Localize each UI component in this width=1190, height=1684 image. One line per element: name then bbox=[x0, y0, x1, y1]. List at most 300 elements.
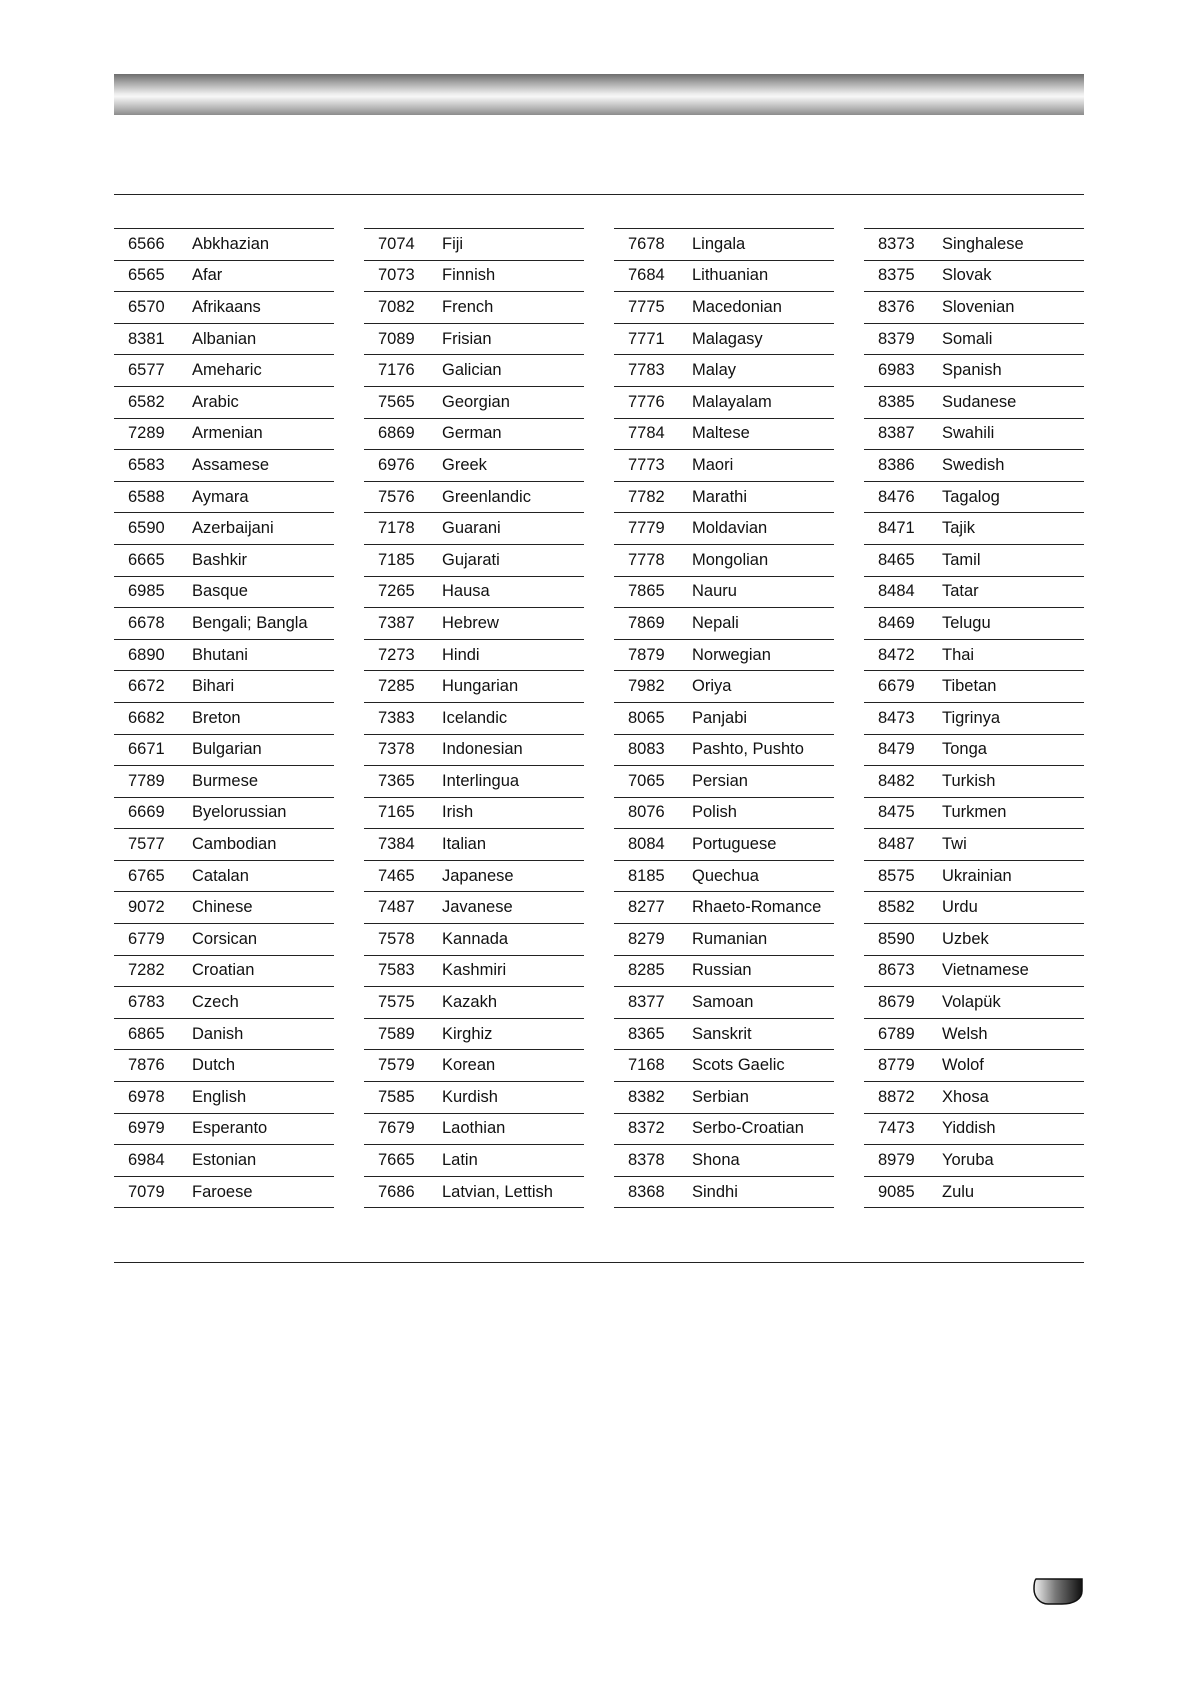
table-row bbox=[114, 956, 334, 988]
language-name: Indonesian bbox=[442, 740, 523, 759]
language-name: Kazakh bbox=[442, 993, 498, 1012]
language-name: Tajik bbox=[942, 519, 976, 538]
table-row bbox=[864, 387, 1084, 419]
language-name: Croatian bbox=[192, 961, 255, 980]
table-row bbox=[864, 261, 1084, 293]
language-code: 6779 bbox=[128, 929, 165, 948]
language-name: Lithuanian bbox=[692, 266, 769, 285]
language-code: 8679 bbox=[878, 993, 915, 1012]
language-name: Xhosa bbox=[942, 1087, 989, 1106]
table-row bbox=[364, 671, 584, 703]
language-name: Yoruba bbox=[942, 1151, 994, 1170]
table-row bbox=[864, 766, 1084, 798]
language-name: Lingala bbox=[692, 234, 746, 253]
language-code: 7784 bbox=[628, 424, 665, 443]
language-name: Interlingua bbox=[442, 771, 520, 790]
language-code: 6765 bbox=[128, 866, 165, 885]
table-row bbox=[114, 987, 334, 1019]
language-code: 8590 bbox=[878, 929, 915, 948]
language-code: 6583 bbox=[128, 455, 165, 474]
language-code: 7089 bbox=[378, 329, 415, 348]
table-row bbox=[864, 671, 1084, 703]
language-name: Chinese bbox=[192, 898, 253, 917]
language-code: 6783 bbox=[128, 993, 165, 1012]
language-name: Kannada bbox=[442, 929, 509, 948]
table-column-4 bbox=[864, 228, 1084, 1208]
language-code: 8575 bbox=[878, 866, 915, 885]
language-code: 6789 bbox=[878, 1024, 915, 1043]
language-name: Singhalese bbox=[942, 234, 1024, 253]
language-code: 6682 bbox=[128, 708, 165, 727]
table-row bbox=[614, 1050, 834, 1082]
table-row bbox=[364, 861, 584, 893]
language-code: 8582 bbox=[878, 898, 915, 917]
table-row bbox=[614, 1177, 834, 1209]
table-row bbox=[864, 1177, 1084, 1209]
language-name: Wolof bbox=[942, 1056, 984, 1075]
language-name: Tamil bbox=[942, 550, 981, 569]
language-code: 7783 bbox=[628, 361, 665, 380]
language-code: 8469 bbox=[878, 613, 915, 632]
language-name: Tibetan bbox=[942, 677, 997, 696]
table-row bbox=[114, 545, 334, 577]
language-name: Latin bbox=[442, 1151, 478, 1170]
language-name: Afrikaans bbox=[192, 297, 261, 316]
language-code: 7665 bbox=[378, 1151, 415, 1170]
language-name: German bbox=[442, 424, 502, 443]
language-name: Aymara bbox=[192, 487, 249, 506]
language-name: Bengali; Bangla bbox=[192, 613, 308, 632]
table-row bbox=[114, 577, 334, 609]
language-code: 7082 bbox=[378, 297, 415, 316]
language-code: 8482 bbox=[878, 771, 915, 790]
table-row bbox=[114, 703, 334, 735]
table-row bbox=[864, 1050, 1084, 1082]
language-code: 7982 bbox=[628, 677, 665, 696]
language-name: Greek bbox=[442, 455, 487, 474]
language-name: Javanese bbox=[442, 898, 513, 917]
language-code: 7686 bbox=[378, 1182, 415, 1201]
table-row bbox=[614, 766, 834, 798]
table-row bbox=[114, 1177, 334, 1209]
table-row bbox=[614, 608, 834, 640]
language-code: 7565 bbox=[378, 392, 415, 411]
language-code: 7782 bbox=[628, 487, 665, 506]
language-code: 8387 bbox=[878, 424, 915, 443]
language-name: Japanese bbox=[442, 866, 514, 885]
language-code: 7285 bbox=[378, 677, 415, 696]
language-code: 8365 bbox=[628, 1024, 665, 1043]
language-name: Kashmiri bbox=[442, 961, 507, 980]
table-row bbox=[114, 1145, 334, 1177]
language-code: 7589 bbox=[378, 1024, 415, 1043]
language-name: Kirghiz bbox=[442, 1024, 493, 1043]
language-name: Samoan bbox=[692, 993, 754, 1012]
language-name: Greenlandic bbox=[442, 487, 531, 506]
language-name: Hausa bbox=[442, 582, 490, 601]
language-code: 8479 bbox=[878, 740, 915, 759]
language-name: Burmese bbox=[192, 771, 259, 790]
table-row bbox=[864, 829, 1084, 861]
table-row bbox=[114, 387, 334, 419]
table-row bbox=[114, 513, 334, 545]
top-rule bbox=[114, 194, 1084, 195]
table-row bbox=[364, 1082, 584, 1114]
table-row bbox=[614, 798, 834, 830]
table-row bbox=[614, 703, 834, 735]
language-name: Breton bbox=[192, 708, 241, 727]
language-name: Byelorussian bbox=[192, 803, 287, 822]
language-name: Serbian bbox=[692, 1087, 749, 1106]
language-name: Korean bbox=[442, 1056, 496, 1075]
table-row bbox=[364, 735, 584, 767]
table-row bbox=[114, 735, 334, 767]
language-name: Tagalog bbox=[942, 487, 1000, 506]
language-name: Gujarati bbox=[442, 550, 500, 569]
language-code: 9072 bbox=[128, 898, 165, 917]
language-name: Fiji bbox=[442, 234, 464, 253]
language-name: Estonian bbox=[192, 1151, 257, 1170]
language-name: Ukrainian bbox=[942, 866, 1012, 885]
language-name: Mongolian bbox=[692, 550, 769, 569]
language-name: Vietnamese bbox=[942, 961, 1029, 980]
language-code: 6984 bbox=[128, 1151, 165, 1170]
table-row bbox=[614, 1082, 834, 1114]
language-name: Urdu bbox=[942, 898, 978, 917]
language-name: Macedonian bbox=[692, 297, 782, 316]
language-code: 6983 bbox=[878, 361, 915, 380]
table-row bbox=[114, 482, 334, 514]
language-name: Polish bbox=[692, 803, 737, 822]
language-code: 8277 bbox=[628, 898, 665, 917]
table-row bbox=[114, 671, 334, 703]
language-name: Guarani bbox=[442, 519, 501, 538]
language-name: Irish bbox=[442, 803, 474, 822]
language-code: 7775 bbox=[628, 297, 665, 316]
table-row bbox=[864, 798, 1084, 830]
language-code: 8373 bbox=[878, 234, 915, 253]
language-code: 7365 bbox=[378, 771, 415, 790]
language-code: 7579 bbox=[378, 1056, 415, 1075]
language-name: Corsican bbox=[192, 929, 258, 948]
table-row bbox=[614, 513, 834, 545]
language-name: Bhutani bbox=[192, 645, 248, 664]
table-row bbox=[364, 387, 584, 419]
table-row bbox=[364, 292, 584, 324]
language-code: 6671 bbox=[128, 740, 165, 759]
language-code: 8487 bbox=[878, 835, 915, 854]
table-row bbox=[364, 1145, 584, 1177]
language-code: 6672 bbox=[128, 677, 165, 696]
table-row bbox=[614, 1145, 834, 1177]
table-row bbox=[864, 324, 1084, 356]
language-code: 6570 bbox=[128, 297, 165, 316]
header-bar bbox=[114, 74, 1084, 115]
language-name: Bulgarian bbox=[192, 740, 262, 759]
table-row bbox=[614, 292, 834, 324]
table-column-1 bbox=[114, 228, 334, 1208]
table-row bbox=[614, 861, 834, 893]
table-row bbox=[114, 419, 334, 451]
language-name: Albanian bbox=[192, 329, 257, 348]
table-row bbox=[864, 355, 1084, 387]
language-name: Persian bbox=[692, 771, 748, 790]
table-row bbox=[614, 735, 834, 767]
language-name: Uzbek bbox=[942, 929, 989, 948]
language-name: Welsh bbox=[942, 1024, 988, 1043]
language-code: 7384 bbox=[378, 835, 415, 854]
language-name: Italian bbox=[442, 835, 487, 854]
language-code: 8279 bbox=[628, 929, 665, 948]
language-code: 8779 bbox=[878, 1056, 915, 1075]
language-name: Hebrew bbox=[442, 613, 499, 632]
language-name: Yiddish bbox=[942, 1119, 996, 1138]
table-row bbox=[364, 1114, 584, 1146]
language-name: Russian bbox=[692, 961, 752, 980]
table-row bbox=[864, 229, 1084, 261]
language-code: 6565 bbox=[128, 266, 165, 285]
language-code: 7168 bbox=[628, 1056, 665, 1075]
table-row bbox=[364, 261, 584, 293]
table-row bbox=[364, 798, 584, 830]
table-row bbox=[364, 640, 584, 672]
language-name: English bbox=[192, 1087, 247, 1106]
language-name: Scots Gaelic bbox=[692, 1056, 785, 1075]
bottom-rule bbox=[114, 1262, 1084, 1263]
language-name: Georgian bbox=[442, 392, 510, 411]
language-code: 7575 bbox=[378, 993, 415, 1012]
table-row bbox=[614, 482, 834, 514]
language-code: 6566 bbox=[128, 234, 165, 253]
language-code: 6865 bbox=[128, 1024, 165, 1043]
language-name: Tatar bbox=[942, 582, 979, 601]
language-code: 7771 bbox=[628, 329, 665, 348]
table-row bbox=[114, 261, 334, 293]
language-code: 7789 bbox=[128, 771, 165, 790]
language-name: Panjabi bbox=[692, 708, 748, 727]
language-code: 6669 bbox=[128, 803, 165, 822]
language-code: 6678 bbox=[128, 613, 165, 632]
language-code: 8471 bbox=[878, 519, 915, 538]
language-name: Galician bbox=[442, 361, 502, 380]
language-name: Nauru bbox=[692, 582, 737, 601]
language-code: 7289 bbox=[128, 424, 165, 443]
language-name: Telugu bbox=[942, 613, 991, 632]
table-row bbox=[614, 324, 834, 356]
table-row bbox=[114, 640, 334, 672]
table-row bbox=[614, 229, 834, 261]
language-code: 7779 bbox=[628, 519, 665, 538]
table-column-2 bbox=[364, 228, 584, 1208]
language-name: Afar bbox=[192, 266, 223, 285]
language-code: 8285 bbox=[628, 961, 665, 980]
table-row bbox=[114, 1082, 334, 1114]
language-code: 7185 bbox=[378, 550, 415, 569]
language-code: 6590 bbox=[128, 519, 165, 538]
table-row bbox=[364, 450, 584, 482]
language-name: Tigrinya bbox=[942, 708, 1001, 727]
language-code: 6869 bbox=[378, 424, 415, 443]
table-row bbox=[364, 229, 584, 261]
table-row bbox=[614, 924, 834, 956]
table-row bbox=[114, 829, 334, 861]
table-row bbox=[364, 513, 584, 545]
language-code: 7869 bbox=[628, 613, 665, 632]
language-name: Moldavian bbox=[692, 519, 768, 538]
language-code: 7387 bbox=[378, 613, 415, 632]
language-code: 7776 bbox=[628, 392, 665, 411]
language-code: 8372 bbox=[628, 1119, 665, 1138]
language-code: 7378 bbox=[378, 740, 415, 759]
table-row bbox=[364, 766, 584, 798]
language-code: 6978 bbox=[128, 1087, 165, 1106]
language-code: 7178 bbox=[378, 519, 415, 538]
table-row bbox=[364, 419, 584, 451]
table-row bbox=[114, 892, 334, 924]
language-code: 7577 bbox=[128, 835, 165, 854]
language-code: 6985 bbox=[128, 582, 165, 601]
language-name: Sanskrit bbox=[692, 1024, 752, 1043]
language-code: 8376 bbox=[878, 297, 915, 316]
table-row bbox=[364, 956, 584, 988]
table-row bbox=[864, 987, 1084, 1019]
table-row bbox=[364, 1019, 584, 1051]
table-row bbox=[364, 924, 584, 956]
language-code: 8465 bbox=[878, 550, 915, 569]
table-row bbox=[614, 829, 834, 861]
table-row bbox=[114, 292, 334, 324]
language-name: Twi bbox=[942, 835, 967, 854]
table-row bbox=[364, 608, 584, 640]
table-row bbox=[864, 640, 1084, 672]
table-row bbox=[114, 861, 334, 893]
language-code: 7773 bbox=[628, 455, 665, 474]
language-name: Nepali bbox=[692, 613, 739, 632]
language-name: Portuguese bbox=[692, 835, 777, 854]
language-code: 8673 bbox=[878, 961, 915, 980]
language-name: Abkhazian bbox=[192, 234, 270, 253]
language-code: 8065 bbox=[628, 708, 665, 727]
language-name: Hungarian bbox=[442, 677, 519, 696]
table-row bbox=[364, 892, 584, 924]
language-name: Faroese bbox=[192, 1182, 253, 1201]
table-row bbox=[114, 924, 334, 956]
language-name: Esperanto bbox=[192, 1119, 268, 1138]
language-name: Slovak bbox=[942, 266, 992, 285]
language-name: Bihari bbox=[192, 677, 235, 696]
table-row bbox=[614, 355, 834, 387]
language-code: 7074 bbox=[378, 234, 415, 253]
table-row bbox=[364, 577, 584, 609]
language-code: 7079 bbox=[128, 1182, 165, 1201]
table-row bbox=[114, 1019, 334, 1051]
table-row bbox=[364, 324, 584, 356]
table-row bbox=[864, 545, 1084, 577]
table-row bbox=[864, 861, 1084, 893]
page-tab-icon bbox=[1032, 1577, 1084, 1605]
table-row bbox=[114, 766, 334, 798]
table-row bbox=[114, 1114, 334, 1146]
language-name: Assamese bbox=[192, 455, 270, 474]
language-name: Maori bbox=[692, 455, 734, 474]
language-code: 6890 bbox=[128, 645, 165, 664]
language-name: Zulu bbox=[942, 1182, 975, 1201]
language-name: Turkish bbox=[942, 771, 996, 790]
language-code: 8476 bbox=[878, 487, 915, 506]
table-row bbox=[114, 355, 334, 387]
table-row bbox=[864, 956, 1084, 988]
language-code: 7578 bbox=[378, 929, 415, 948]
language-name: Basque bbox=[192, 582, 248, 601]
language-code: 8382 bbox=[628, 1087, 665, 1106]
language-name: Frisian bbox=[442, 329, 492, 348]
language-name: Swahili bbox=[942, 424, 995, 443]
language-code: 8473 bbox=[878, 708, 915, 727]
language-code: 8379 bbox=[878, 329, 915, 348]
language-name: Spanish bbox=[942, 361, 1002, 380]
language-code: 7778 bbox=[628, 550, 665, 569]
table-row bbox=[114, 229, 334, 261]
table-row bbox=[614, 450, 834, 482]
language-code: 8386 bbox=[878, 455, 915, 474]
table-row bbox=[614, 1114, 834, 1146]
language-code: 7585 bbox=[378, 1087, 415, 1106]
table-row bbox=[364, 987, 584, 1019]
table-row bbox=[364, 355, 584, 387]
language-name: Bashkir bbox=[192, 550, 248, 569]
language-code: 8084 bbox=[628, 835, 665, 854]
language-name: Swedish bbox=[942, 455, 1005, 474]
language-name: Oriya bbox=[692, 677, 732, 696]
table-row bbox=[364, 703, 584, 735]
language-code: 6976 bbox=[378, 455, 415, 474]
table-row bbox=[614, 1019, 834, 1051]
language-code: 8872 bbox=[878, 1087, 915, 1106]
table-row bbox=[614, 671, 834, 703]
language-code: 7282 bbox=[128, 961, 165, 980]
language-code: 7065 bbox=[628, 771, 665, 790]
language-code: 7684 bbox=[628, 266, 665, 285]
table-row bbox=[614, 956, 834, 988]
language-name: Icelandic bbox=[442, 708, 508, 727]
language-code: 7583 bbox=[378, 961, 415, 980]
language-name: Norwegian bbox=[692, 645, 771, 664]
language-name: Catalan bbox=[192, 866, 249, 885]
table-row bbox=[864, 419, 1084, 451]
language-code: 7865 bbox=[628, 582, 665, 601]
language-name: Ameharic bbox=[192, 361, 262, 380]
language-code: 9085 bbox=[878, 1182, 915, 1201]
language-name: Tonga bbox=[942, 740, 987, 759]
language-code: 7273 bbox=[378, 645, 415, 664]
table-column-3 bbox=[614, 228, 834, 1208]
language-code: 8076 bbox=[628, 803, 665, 822]
language-code: 7383 bbox=[378, 708, 415, 727]
table-row bbox=[864, 513, 1084, 545]
language-name: Shona bbox=[692, 1151, 740, 1170]
language-name: Thai bbox=[942, 645, 975, 664]
table-row bbox=[864, 1082, 1084, 1114]
language-code: 8484 bbox=[878, 582, 915, 601]
language-name: Turkmen bbox=[942, 803, 1007, 822]
language-name: Cambodian bbox=[192, 835, 277, 854]
language-name: Quechua bbox=[692, 866, 759, 885]
language-code: 7876 bbox=[128, 1056, 165, 1075]
table-row bbox=[114, 1050, 334, 1082]
language-name: Arabic bbox=[192, 392, 239, 411]
language-name: Malagasy bbox=[692, 329, 763, 348]
language-code: 8368 bbox=[628, 1182, 665, 1201]
